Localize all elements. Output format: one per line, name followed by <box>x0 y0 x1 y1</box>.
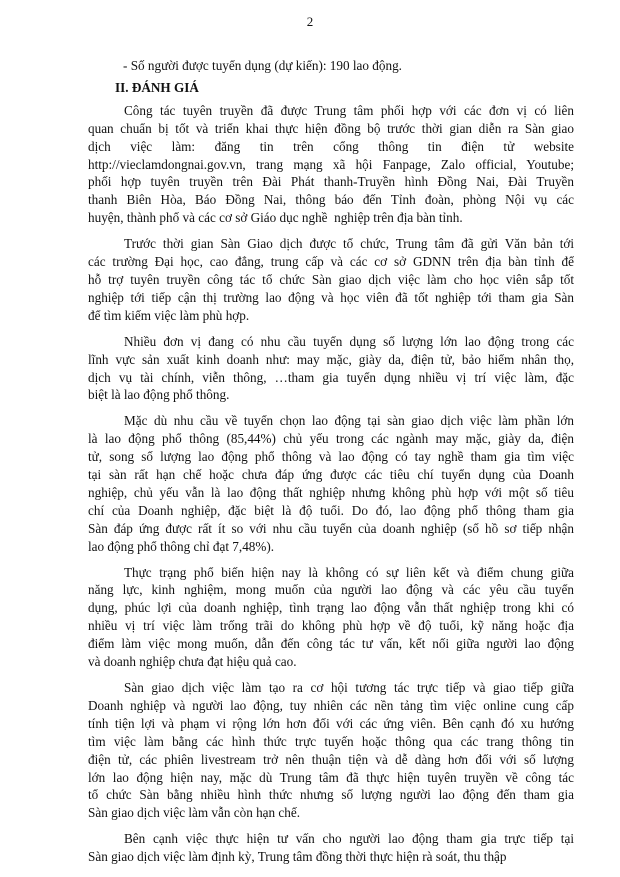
paragraph-line: quan chuẩn bị tốt và triển khai thực hiện đồng bộ trước thời gian diễn ra Sàn giao <box>88 120 574 136</box>
paragraph-line: dụng, phúc lợi của doanh nghiệp, tình trạng lao động vẫn thất nghiệp trong khi có <box>88 600 574 616</box>
paragraph <box>88 679 574 822</box>
paragraph-line: lĩnh vực sản xuất kinh doanh như: may mặc, giày da, điện tử, bảo hiểm nhân thọ, <box>88 351 574 367</box>
paragraph-line: và doanh nghiệp chưa đạt hiệu quả cao. <box>88 654 297 670</box>
paragraph-line: Bên cạnh việc thực hiện tư vấn cho người lao động tham gia trực tiếp tại <box>124 831 574 847</box>
paragraph-line: dịch việc làm: đăng tin trên cổng thông tin điện tử website <box>88 138 574 154</box>
paragraph <box>88 830 574 866</box>
paragraph-line: Thực trạng phổ biến hiện nay là không có sự liên kết và điểm chung giữa <box>124 564 574 580</box>
paragraph-line: huyện, thành phố và các cơ sở Giáo dục nghề nghiệp trên địa bàn tỉnh. <box>88 210 463 226</box>
paragraph-line: phối hợp tuyên truyền trên Đài Phát thanh-Truyền hình Đồng Nai, Đài Truyền <box>88 174 574 190</box>
paragraph-line: nhiều vị trí việc làm trống trãi do không phù hợp về độ tuổi, kỹ năng hoặc địa <box>88 618 574 634</box>
paragraph-line: điểm làm việc mong muốn, dẫn đến công tác tư vấn, kết nối giữa người lao động <box>88 636 574 652</box>
paragraph-line: tìm việc làm bằng các hình thức trực tuyến hoặc thông qua các trang thông tin <box>88 733 574 749</box>
paragraph-line: lao động phổ thông chỉ đạt 7,48%). <box>88 538 275 554</box>
paragraph-line: tính tiện lợi và phạm vi rộng lớn hơn đối với các ứng viên. Bên cạnh đó xu hướng <box>88 715 574 731</box>
paragraph <box>88 412 574 555</box>
paragraph-line: biệt là lao động phổ thông. <box>88 387 230 403</box>
paragraph-line: tại sàn rất hạn chế hoặc chưa đáp ứng được các tiêu chí tuyển dụng của Doanh <box>88 467 574 483</box>
paragraph-line: tử, song số lượng lao động phổ thông và lao động có tay nghề tham gia tìm việc <box>88 449 574 465</box>
paragraph-line: tổ chức Sàn bằng nhiều hình thức nhưng số lượng người lao động đến tham gia <box>88 787 574 803</box>
paragraph-line: Trước thời gian Sàn Giao dịch được tổ chức, Trung tâm đã gửi Văn bản tới <box>124 236 574 252</box>
paragraph-line: để tìm kiếm việc làm phù hợp. <box>88 307 250 323</box>
paragraph-line: nghiệp, chủ yếu vẫn là lao động thất nghiệp nhưng không phù hợp với một số tiêu <box>88 484 574 500</box>
paragraph-line: Mặc dù nhu cầu về tuyển chọn lao động tại sàn giao dịch việc làm phần lớn <box>124 413 574 429</box>
paragraph <box>88 235 574 325</box>
paragraph-line: chí của Doanh nghiệp, đặc biệt là độ tuổi. Do đó, lao động phổ thông tham gia <box>88 502 574 518</box>
paragraph-line: dịch vụ tài chính, viễn thông, …tham gia tuyển dụng nhiều vị trí việc làm, đặc <box>88 369 574 385</box>
paragraph-line: điện tử, các phiên livestream trở nên thuận tiện và dễ dàng hơn đối với số lượng <box>88 751 574 767</box>
paragraph-line: Sàn đáp ứng được rất ít so với nhu cầu tuyển của doanh nghiệp (số hồ sơ tiếp nhận <box>88 520 574 536</box>
paragraph-line: Doanh nghiệp và người lao động, tuy nhiên các nền tảng tìm việc online cung cấp <box>88 697 574 713</box>
intro-line: - Số người được tuyển dụng (dự kiến): 190 lao động. <box>123 58 402 73</box>
paragraphs-container <box>88 102 574 866</box>
document-body <box>88 57 574 866</box>
paragraph <box>88 564 574 671</box>
paragraph-line: Công tác tuyên truyền đã được Trung tâm phối hợp với các đơn vị có liên <box>124 102 574 118</box>
paragraph-line: là lao động phổ thông (85,44%) chủ yếu trong các ngành may mặc, giày da, điện <box>88 431 574 447</box>
paragraph-line: Sàn giao dịch việc làm vẫn còn hạn chế. <box>88 805 301 821</box>
section-heading: II. ĐÁNH GIÁ <box>115 79 199 95</box>
paragraph-line: thanh Biên Hòa, Báo Đồng Nai, thông báo đến Tỉnh đoàn, phòng Nội vụ các <box>88 192 574 208</box>
paragraph <box>88 333 574 405</box>
paragraph-line: nghiệp tới tiếp cận thị trường lao động và học viên đã tốt nghiệp tới tham gia Sàn <box>88 289 574 305</box>
paragraph-line: năng lực, kinh nghiệm, mong muốn của người lao động và các yêu cầu tuyển <box>88 582 574 598</box>
paragraph-line: các trường Đại học, cao đẳng, trung cấp và các cơ sở GDNN trên địa bàn tỉnh để <box>88 254 574 270</box>
paragraph <box>88 102 574 227</box>
paragraph-line: Sàn giao dịch việc làm định kỳ, Trung tâm đồng thời thực hiện rà soát, thu thập <box>88 849 507 865</box>
paragraph-line: http://vieclamdongnai.gov.vn, trang mạng xã hội Fanpage, Zalo official, Youtube; <box>88 156 574 172</box>
paragraph-line: hỗ trợ tuyên truyền công tác tổ chức Sàn giao dịch việc làm cho học viên sắp tốt <box>88 271 574 287</box>
page-number: 2 <box>306 14 314 29</box>
paragraph-line: Sàn giao dịch việc làm tạo ra cơ hội tương tác trực tiếp và giao tiếp giữa <box>124 680 574 695</box>
paragraph-line: Nhiều đơn vị đang có nhu cầu tuyển dụng số lượng lớn lao động trong các <box>124 333 574 349</box>
paragraph-line: lớn lao động hiện nay, mặc dù Trung tâm đã thực hiện tuyên truyền về công tác <box>88 769 574 785</box>
